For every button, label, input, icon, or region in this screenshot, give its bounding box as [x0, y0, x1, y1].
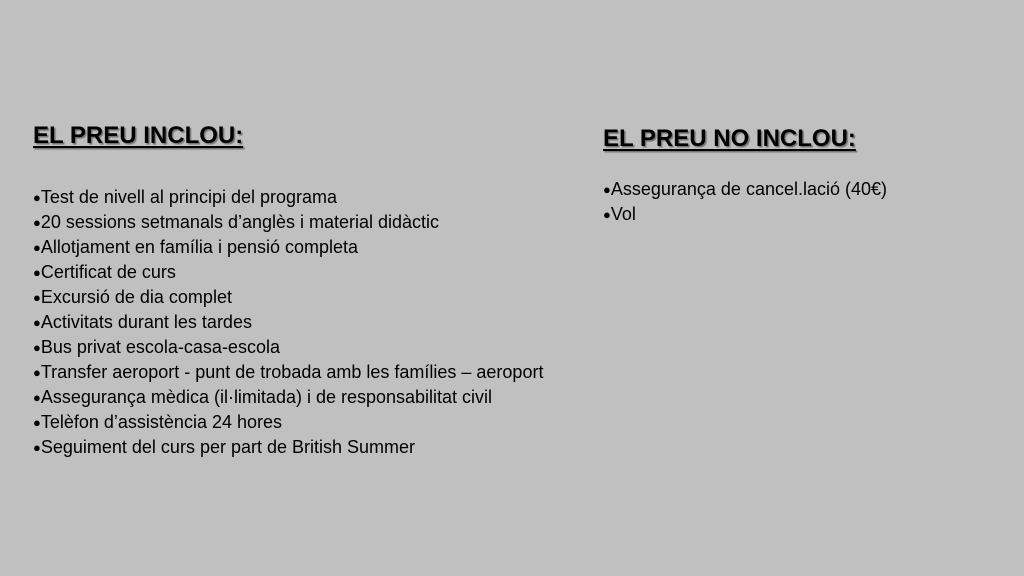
- bullet-icon: ●: [33, 190, 41, 205]
- list-item-text: Transfer aeroport - punt de trobada amb les famílies – aeroport: [40, 362, 544, 382]
- not-included-list: [603, 177, 1003, 227]
- bullet-icon: ●: [33, 340, 41, 355]
- list-item: [33, 235, 573, 260]
- bullet-icon: ●: [33, 265, 41, 280]
- list-item: [603, 202, 1003, 227]
- list-item: [33, 185, 573, 210]
- not-included-section: [603, 124, 1003, 227]
- bullet-icon: ●: [33, 290, 41, 305]
- bullet-icon: ●: [33, 390, 41, 405]
- list-item-text: Assegurança de cancel.lació (40€): [610, 179, 888, 199]
- bullet-icon: ●: [33, 315, 41, 330]
- list-item-text: Vol: [610, 204, 636, 224]
- list-item: [33, 410, 573, 435]
- list-item-text: Certificat de curs: [40, 262, 176, 282]
- list-item: [33, 385, 573, 410]
- list-item: [33, 335, 573, 360]
- list-item-text: 20 sessions setmanals d’anglès i material didàctic: [40, 212, 440, 232]
- list-item-text: Excursió de dia complet: [40, 287, 232, 307]
- bullet-icon: ●: [33, 240, 41, 255]
- list-item-text: Seguiment del curs per part de British Summer: [40, 437, 416, 457]
- bullet-icon: ●: [33, 365, 41, 380]
- included-heading: EL PREU INCLOU:: [33, 122, 244, 149]
- list-item-text: Telèfon d’assistència 24 hores: [40, 412, 283, 432]
- list-item: [33, 435, 573, 460]
- bullet-icon: ●: [33, 440, 41, 455]
- included-list: [33, 185, 573, 460]
- list-item: [33, 210, 573, 235]
- bullet-icon: ●: [33, 215, 41, 230]
- list-item: [603, 177, 1003, 202]
- list-item-text: Test de nivell al principi del programa: [40, 187, 338, 207]
- bullet-icon: ●: [603, 207, 611, 222]
- list-item-text: Activitats durant les tardes: [40, 312, 252, 332]
- list-item-text: Bus privat escola-casa-escola: [40, 337, 280, 357]
- list-item-text: Assegurança mèdica (il·limitada) i de responsabilitat civil: [40, 387, 493, 407]
- list-item: [33, 260, 573, 285]
- list-item: [33, 360, 573, 385]
- bullet-icon: ●: [603, 182, 611, 197]
- list-item-text: Allotjament en família i pensió completa: [40, 237, 359, 257]
- list-item: [33, 310, 573, 335]
- bullet-icon: ●: [33, 415, 41, 430]
- list-item: [33, 285, 573, 310]
- included-section: [33, 121, 573, 460]
- not-included-heading: EL PREU NO INCLOU:: [603, 125, 856, 152]
